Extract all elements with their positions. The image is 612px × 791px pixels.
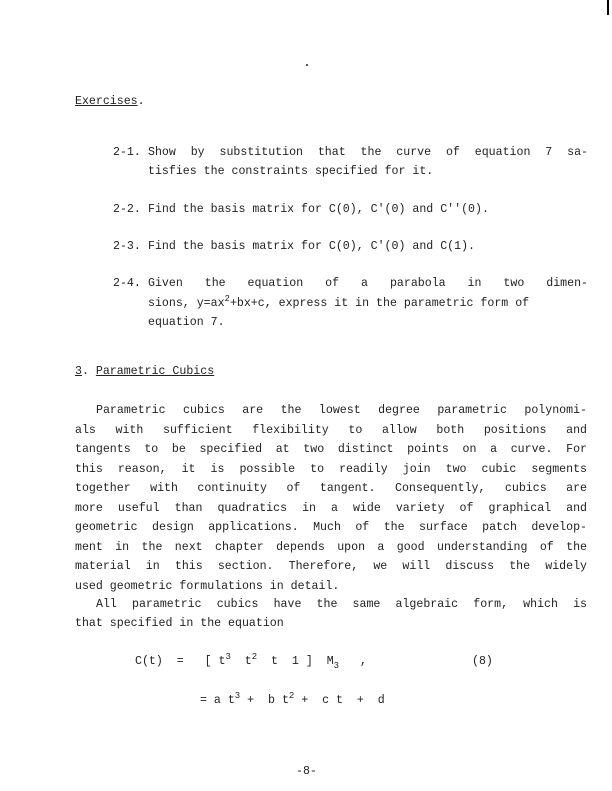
subscript: 3 xyxy=(333,661,340,671)
scan-speck xyxy=(306,64,308,66)
section-heading: 3. Parametric Cubics xyxy=(75,365,215,378)
paragraph-line: geometric design applications. Much of the surface patch develop- xyxy=(75,521,587,534)
paragraph-line: this reason, it is possible to readily join two cubic segments xyxy=(75,462,587,476)
eq-text: t 1 ] M xyxy=(257,655,334,668)
paragraph-line: All parametric cubics have the same algebraic form, which is xyxy=(96,598,587,611)
equation-number: (8) xyxy=(472,655,493,668)
equation-8-line-1 xyxy=(135,652,367,671)
heading-period: . xyxy=(137,95,145,108)
section-number: 3 xyxy=(75,365,82,378)
equation-8-line-2 xyxy=(200,691,385,708)
section-title: Parametric Cubics xyxy=(95,365,215,378)
exercise-number: 2-3. xyxy=(113,240,141,253)
exercise-text: Find the basis matrix for C(0), C'(0) and C''(0). xyxy=(148,203,489,216)
paragraph-line: more useful than quadratics in a wide variety of graphical and xyxy=(75,501,587,515)
exponent: 2 xyxy=(251,652,258,662)
eq-text: + b t xyxy=(240,694,289,707)
paragraph-line: ment in the next chapter depends upon a good understanding of the xyxy=(75,540,587,554)
paragraph-line: used geometric formulations in detail. xyxy=(75,579,340,593)
paragraph-line: material in this section. Therefore, we will discuss the widely xyxy=(75,560,587,573)
eq-text: + c t + d xyxy=(294,694,385,707)
page-number: -8- xyxy=(296,765,317,778)
exercise-number: 2-1. xyxy=(113,146,141,159)
exponent: 2 xyxy=(224,294,230,304)
text: +bx+c, express it in the parametric form of xyxy=(229,297,530,310)
eq-text: t xyxy=(230,655,252,668)
eq-text: , xyxy=(339,655,367,668)
eq-text: C(t) = [ t xyxy=(135,655,226,668)
paragraph-line: that specified in the equation xyxy=(75,617,284,630)
exercise-text: Show by substitution that the curve of equation 7 sa- xyxy=(148,146,588,159)
exercise-text: equation 7. xyxy=(148,316,225,329)
paragraph-line: als with sufficient flexibility to allow both positions and xyxy=(75,423,587,437)
exponent: 2 xyxy=(288,691,295,701)
text: sions, y=ax xyxy=(148,297,225,310)
paragraph-line: tangents to be specified at two distinct points on a curve. For xyxy=(75,443,587,456)
scan-edge-mark xyxy=(607,0,609,15)
eq-text: = a t xyxy=(200,694,235,707)
exercise-text xyxy=(148,294,530,311)
exercises-heading xyxy=(75,95,145,109)
exponent: 3 xyxy=(234,691,241,701)
exercise-text: Given the equation of a parabola in two dimen- xyxy=(148,277,588,290)
exercise-text: tisfies the constraints specified for it. xyxy=(148,165,434,178)
exercise-number: 2-2. xyxy=(113,203,141,216)
paragraph-line: together with continuity of tangent. Consequently, cubics are xyxy=(75,482,587,495)
exercises-heading-text: Exercises xyxy=(75,95,138,108)
exponent: 3 xyxy=(225,652,231,662)
exercise-text: Find the basis matrix for C(0), C'(0) and C(1). xyxy=(148,240,475,253)
exercise-number: 2-4. xyxy=(113,277,141,290)
paragraph-line: Parametric cubics are the lowest degree parametric polynomi- xyxy=(96,404,587,417)
